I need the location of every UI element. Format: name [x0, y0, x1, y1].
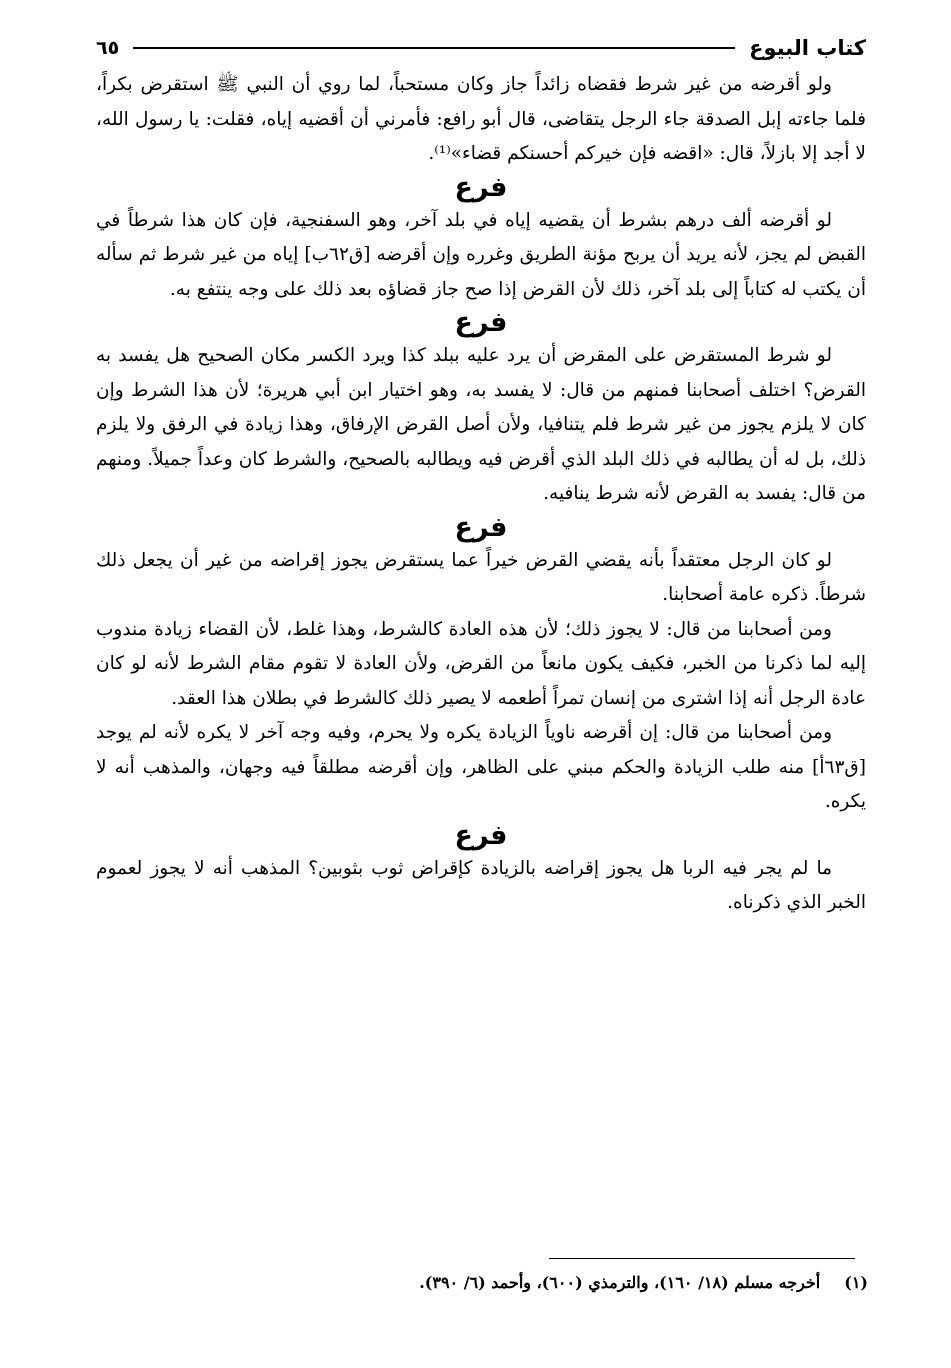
page-number: ٦٥: [96, 37, 120, 59]
paragraph: ومن أصحابنا من قال: لا يجوز ذلك؛ لأن هذه العادة كالشرط، وهذا غلط، لأن القضاء زيادة مندوب إليه لما ذكرنا من الخبر، فكيف يكون مانعاً من القرض، ولأن العادة لا تقوم مقام الشرط لأنه لو كان عادة الرجل أنه إذا اشترى من إنسان تمراً أطعمه لا يصير ذلك كالشرط في بطلان هذا العقد.: [96, 618, 866, 709]
footnote-text: أخرجه مسلم (١٨/ ١٦٠)، والترمذي (٦٠٠)، وأحمد (٦/ ٣٩٠).: [419, 1273, 821, 1292]
page: [96, 28, 866, 921]
book-title: كتاب البيوع: [749, 36, 866, 60]
paragraph-intro: ولو أقرضه من غير شرط فقضاه زائداً جاز وكان مستحباً، لما روي أن النبي ﷺ استقرض بكراً، فلما جاءته إبل الصدقة جاء الرجل يتقاضى، قال أبو رافع: فأمرني أن أقضيه إياه، فقلت: يا رسول الله، لا أجد إلا بازلاً، قال: «اقضه فإن خيركم أحسنكم قضاء»⁽¹⁾.: [96, 74, 866, 164]
footnote: [88, 1266, 868, 1300]
section-heading: فرع: [454, 819, 508, 851]
header-rule: [133, 47, 735, 49]
paragraph: لو شرط المستقرض على المقرض أن يرد عليه ببلد كذا ويرد الكسر مكان الصحيح هل يفسد به القرض؟ اختلف أصحابنا فمنهم من قال: لا يفسد به، وهو اختيار ابن أبي هريرة؛ لأن هذا الشرط وإن كان لا يلزم يجوز من غير شرط فلم يتنافيا، ولأن أصل القرض الإرفاق، وهذا زيادة في الرفق ولا يلزم ذلك، بل له أن يطالبه في ذلك البلد الذي أقرض فيه ويطالبه بالصحيح، والشرط كان وعداً جميلاً. ومنهم من قال: يفسد به القرض لأنه شرط ينافيه.: [96, 345, 866, 504]
paragraph: لو أقرضه ألف درهم بشرط أن يقضيه إياه في بلد آخر، وهو السفنجية، فإن كان هذا شرطاً في القبض لم يجز، لأنه يريد أن يربح مؤنة الطريق وغرره وإن أقرضه [ق٦٢ب] إياه من غير شرط ثم سأله أن يكتب له كتاباً إلى بلد آخر، ذلك لأن القرض إذا صح جاز قضاؤه بعد ذلك على وجه ينتفع به.: [96, 209, 866, 300]
paragraph: ما لم يجر فيه الربا هل يجوز إقراضه بالزيادة كإقراض ثوب بثوبين؟ المذهب أنه لا يجوز لعموم الخبر الذي ذكرناه.: [96, 857, 866, 913]
footnote-separator: [549, 1258, 855, 1259]
paragraph: ومن أصحابنا من قال: إن أقرضه ناوياً الزيادة يكره ولا يحرم، وفيه وجه آخر لا يكره لأنه لم يوجد [ق٦٣أ] منه طلب الزيادة والحكم مبني على الظاهر، وإن أقرضه مطلقاً فيه وجهان، والمذهب أنه لا يكره.: [96, 722, 866, 812]
section-heading: فرع: [454, 511, 508, 543]
section-heading: فرع: [454, 307, 508, 338]
footnote-number: (١): [844, 1273, 868, 1292]
page-header: [96, 28, 866, 68]
section-heading: فرع: [454, 171, 508, 203]
paragraph: لو كان الرجل معتقداً بأنه يقضي القرض خيراً عما يستقرض يجوز إقراضه من غير أن يجعل ذلك شرطاً. ذكره عامة أصحابنا.: [96, 549, 866, 605]
